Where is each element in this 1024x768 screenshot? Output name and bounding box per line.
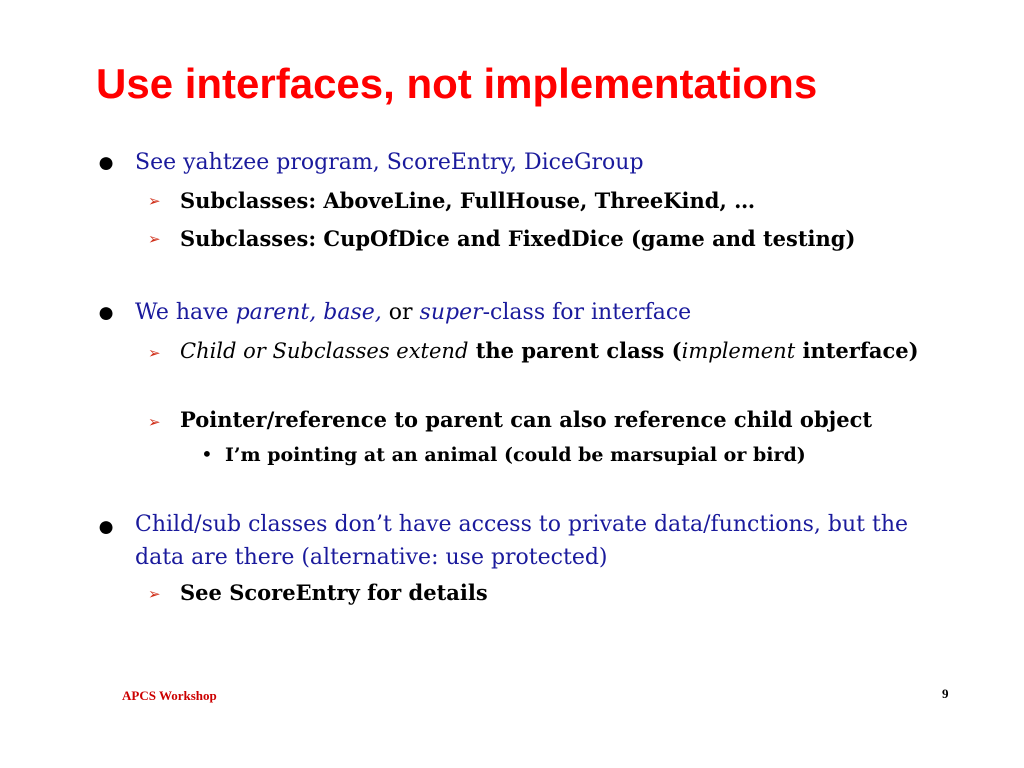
arrow-bullet-icon: ➢ xyxy=(148,585,161,603)
sub-bullet-text xyxy=(180,336,960,366)
arrow-bullet-icon: ➢ xyxy=(148,413,161,431)
text-run: We have xyxy=(135,300,236,325)
arrow-bullet-icon: ➢ xyxy=(148,344,161,362)
arrow-bullet-icon: ➢ xyxy=(148,192,161,210)
page-number: 9 xyxy=(942,686,949,701)
dot-bullet-icon: • xyxy=(201,442,213,466)
text-run-italic: super xyxy=(419,300,483,325)
bullet-dot-icon: ● xyxy=(97,146,116,179)
text-run: the parent class ( xyxy=(468,338,682,363)
sub-sub-bullet-text: I’m pointing at an animal (could be marsupial or bird) xyxy=(225,444,806,466)
bullet-dot-icon: ● xyxy=(97,296,116,329)
bullet-dot-icon: ● xyxy=(97,510,116,543)
text-run: -class for interface xyxy=(482,300,692,325)
text-run: or xyxy=(381,300,420,325)
slide-title: Use interfaces, not implementations xyxy=(96,60,818,107)
text-run: interface) xyxy=(795,338,919,363)
sub-bullet-text: See ScoreEntry for details xyxy=(180,580,488,605)
arrow-bullet-icon: ➢ xyxy=(148,230,161,248)
sub-bullet-text: Pointer/reference to parent can also reference child object xyxy=(180,407,873,432)
text-run-italic: Child or Subclasses extend xyxy=(180,339,469,363)
sub-bullet-text: Subclasses: AboveLine, FullHouse, ThreeKind, … xyxy=(180,188,756,213)
text-run-italic: implement xyxy=(681,339,796,363)
bullet-text xyxy=(135,296,955,329)
bullet-text: See yahtzee program, ScoreEntry, DiceGroup xyxy=(135,150,644,175)
bullet-text: Child/sub classes don’t have access to private data/functions, but the data are there (alternative: use protected) xyxy=(135,512,909,570)
text-run-italic: parent, base, xyxy=(235,300,382,325)
sub-bullet-text: Subclasses: CupOfDice and FixedDice (game and testing) xyxy=(180,226,856,251)
footer-label: APCS Workshop xyxy=(122,688,217,703)
